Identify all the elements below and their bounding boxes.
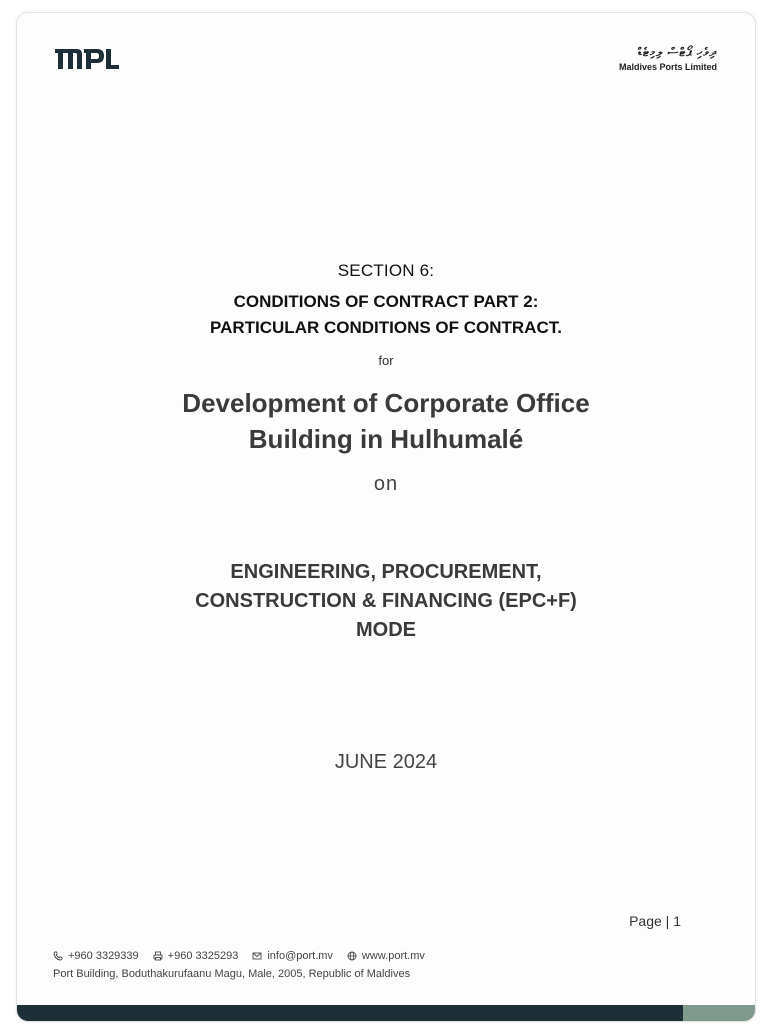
for-label: for: [378, 353, 394, 368]
fax-icon: [153, 951, 163, 961]
footer-bar: [17, 1005, 755, 1021]
conditions-line-2: PARTICULAR CONDITIONS OF CONTRACT.: [210, 318, 562, 337]
conditions-line-1: CONDITIONS OF CONTRACT PART 2:: [233, 292, 539, 311]
contact-row: [53, 950, 425, 962]
brand-script: ދިވެހި ޕޯޓްސް ލިމިޓެޑް: [637, 45, 717, 59]
contact-email: [252, 950, 333, 962]
globe-icon: [347, 951, 357, 961]
contact-phone: [53, 950, 139, 962]
page-number: Page | 1: [629, 913, 681, 929]
phone-icon: [53, 951, 63, 961]
mode-line-3: MODE: [356, 619, 416, 641]
fax-number[interactable]: +960 3325293: [167, 950, 239, 962]
contact-website: [347, 950, 425, 962]
on-label: on: [373, 473, 399, 495]
project-title: [17, 385, 755, 457]
website-link[interactable]: www.port.mv: [361, 950, 425, 962]
postal-address: Port Building, Boduthakurufaanu Magu, Male, 2005, Republic of Maldives: [53, 968, 411, 980]
phone-number[interactable]: +960 3329339: [68, 950, 139, 962]
email-icon: [252, 951, 262, 961]
mode-line-1: ENGINEERING, PROCUREMENT,: [230, 561, 542, 583]
project-title-line-2: Building in Hulhumalé: [248, 424, 524, 454]
conditions-heading: [17, 289, 755, 341]
brand-block: [619, 45, 717, 73]
footer-bar-accent: [683, 1005, 755, 1021]
footer-bar-dark: [17, 1005, 683, 1021]
mode-line-2: CONSTRUCTION & FINANCING (EPC+F): [195, 590, 577, 612]
contact-fax: [153, 950, 239, 962]
document-page: [16, 12, 756, 1022]
project-title-line-1: Development of Corporate Office: [182, 388, 590, 418]
mpl-logo-icon: [55, 47, 119, 71]
date-label: JUNE 2024: [334, 751, 438, 773]
brand-name: Maldives Ports Limited: [618, 62, 717, 72]
mode-heading: [17, 558, 755, 645]
email-link[interactable]: info@port.mv: [267, 950, 333, 962]
section-label: SECTION 6:: [337, 261, 435, 280]
